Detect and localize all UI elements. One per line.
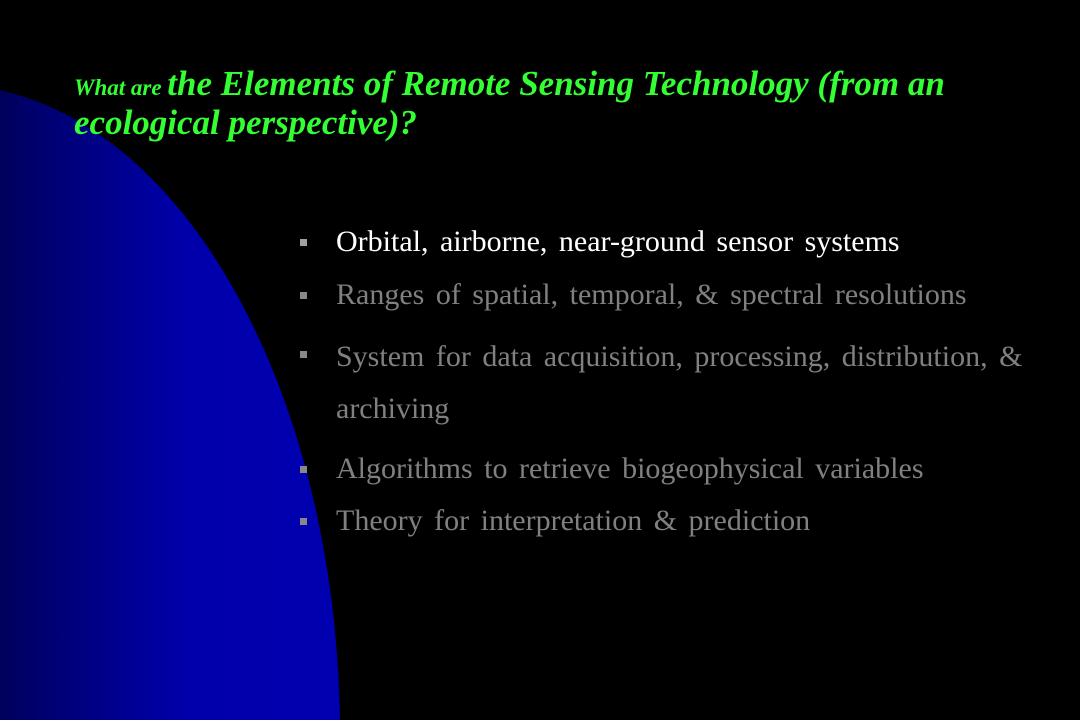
square-bullet-icon	[300, 292, 307, 299]
bullet-text: Orbital, airborne, near-ground sensor systems	[336, 225, 900, 258]
bullet-text: Theory for interpretation & prediction	[336, 504, 811, 537]
title-main: the Elements of Remote Sensing Technology (from an ecological perspective)?	[74, 64, 945, 142]
square-bullet-icon	[300, 239, 307, 246]
title-lead: What are	[74, 75, 168, 100]
bullet-item	[300, 277, 1070, 313]
bullet-item	[300, 331, 1070, 435]
bullet-list	[300, 224, 1070, 539]
square-bullet-icon	[300, 351, 307, 358]
square-bullet-icon	[300, 466, 307, 473]
bullet-item	[300, 451, 1070, 487]
slide-title	[74, 66, 1064, 140]
bullet-item	[300, 224, 1070, 260]
bullet-item	[300, 503, 1070, 539]
bullet-text: System for data acquisition, processing, distribution, & archiving	[336, 340, 1023, 425]
bullet-text: Ranges of spatial, temporal, & spectral resolutions	[336, 278, 967, 311]
bullet-text: Algorithms to retrieve biogeophysical variables	[336, 452, 924, 485]
square-bullet-icon	[300, 518, 307, 525]
blue-arc-decoration	[0, 85, 340, 720]
